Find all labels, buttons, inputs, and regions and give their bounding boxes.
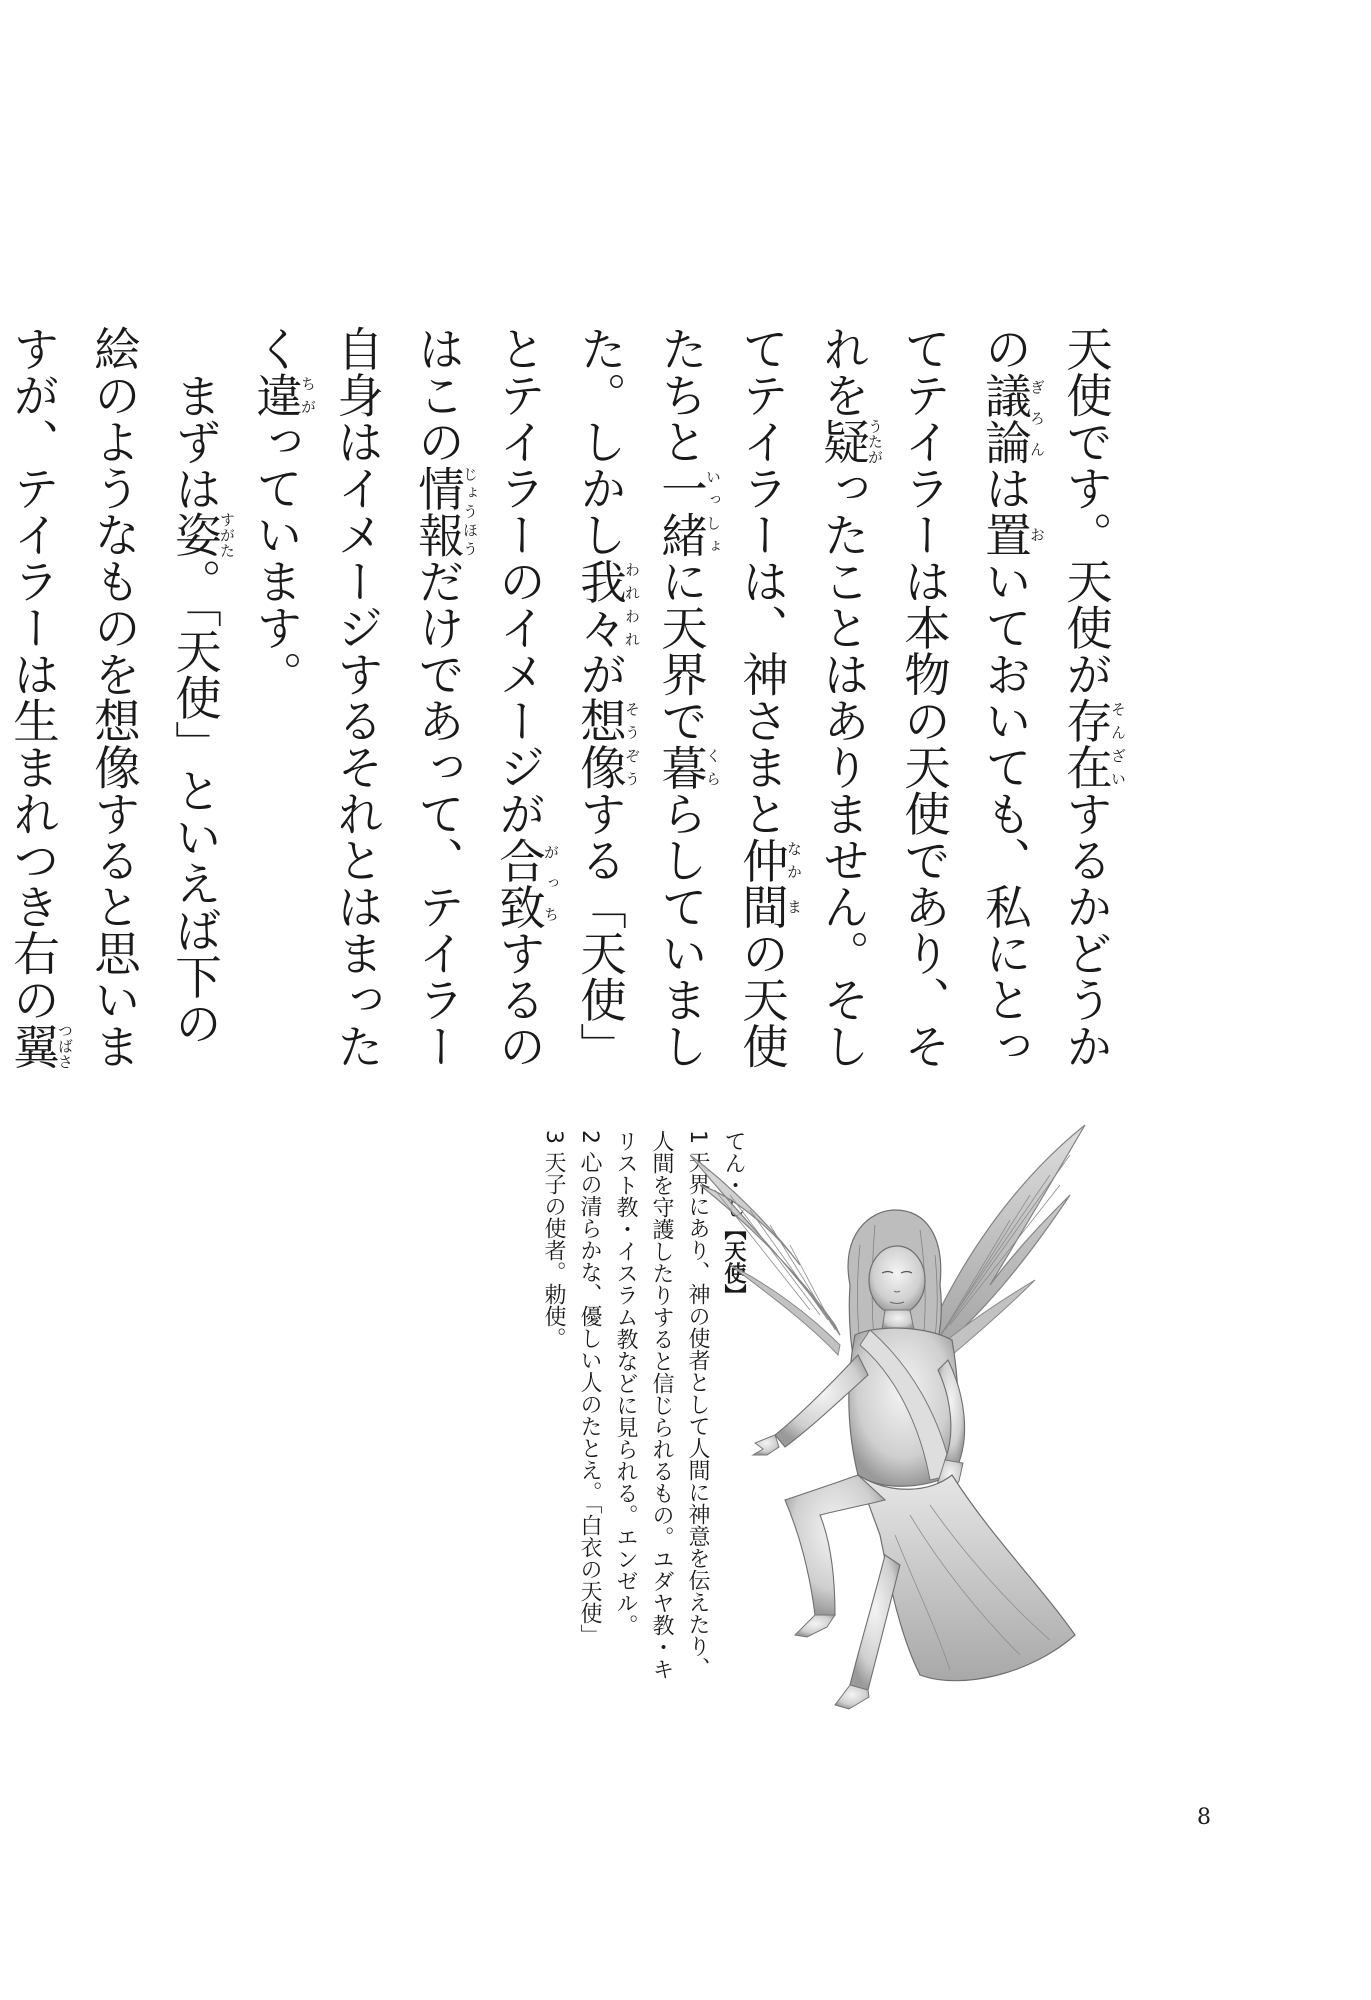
furigana-word: 仲なか bbox=[735, 836, 803, 883]
furigana-word: 一緒いっしょ bbox=[654, 464, 722, 558]
text-run: の天使たちと bbox=[654, 325, 789, 1069]
text-run: する「天使」とテイラーのイメージが bbox=[492, 325, 627, 1069]
body-text bbox=[0, 325, 1126, 1085]
furigana-word: 間ま bbox=[735, 883, 803, 930]
dictionary-reading: てん・し bbox=[721, 1130, 746, 1218]
furigana-word: 我々われわれ bbox=[573, 557, 641, 651]
furigana-word: 翼つばさ bbox=[6, 1022, 74, 1069]
text-run: らしていました。しかし bbox=[573, 325, 708, 1069]
text-run: っています。 bbox=[249, 418, 303, 697]
furigana-word: 置お bbox=[978, 511, 1046, 558]
text-run: が bbox=[573, 650, 627, 697]
furigana-word: 暮くら bbox=[654, 743, 722, 790]
dictionary-definition-3: 3 天子の使者。勅使。 bbox=[541, 1130, 566, 1349]
furigana-word: 合致がっち bbox=[492, 836, 560, 930]
text-run: 。「天使」といえば下の絵のようなものを想像すると思いますが、テイラーは生まれつき右の bbox=[6, 325, 222, 1069]
dictionary-definition-2: 2 心の清らかな、優しい人のたとえ。「白衣の天使」 bbox=[577, 1130, 602, 1646]
text-run: ったことはありません。そしてテイラーは、神さまと bbox=[735, 325, 870, 1069]
text-run: は bbox=[978, 464, 1032, 511]
dictionary-definition-1: 1 天界にあり、神の使者として人間に神意を伝えたり、人間を守護したりすると信じられるもの。ユダヤ教・キリスト教・イスラム教などに見られる。エンゼル。 bbox=[613, 1130, 710, 1680]
text-run: するかどうかの bbox=[978, 325, 1113, 1069]
furigana-word: 情報じょうほう bbox=[411, 464, 479, 558]
page-number: 8 bbox=[1197, 1805, 1211, 1830]
furigana-word: 姿すがた bbox=[168, 511, 236, 558]
furigana-word: 存在そんざい bbox=[1059, 697, 1127, 790]
furigana-word: 疑うたが bbox=[816, 418, 884, 465]
text-run: 天使です。天使が bbox=[1059, 325, 1113, 697]
furigana-word: 想像そうぞう bbox=[573, 697, 641, 790]
paragraph-1 bbox=[235, 325, 1126, 1085]
text-run: するのはこの bbox=[411, 325, 546, 1069]
paragraph-2 bbox=[0, 325, 235, 1085]
furigana-word: 違ちが bbox=[249, 371, 317, 418]
text-run: に天界で bbox=[654, 557, 708, 744]
dictionary-headword: 【天使】 bbox=[721, 1218, 746, 1306]
furigana-word: 議論ぎろん bbox=[978, 371, 1046, 465]
angel-illustration-icon bbox=[690, 1115, 1090, 1735]
text-run: だけであって、テイラー自身はイメージするそれとはまったく bbox=[249, 325, 465, 1069]
text-run: いておいても、私にとってテイラーは本物の天使であり、それを bbox=[816, 325, 1032, 1069]
text-run: まずは bbox=[168, 371, 222, 511]
